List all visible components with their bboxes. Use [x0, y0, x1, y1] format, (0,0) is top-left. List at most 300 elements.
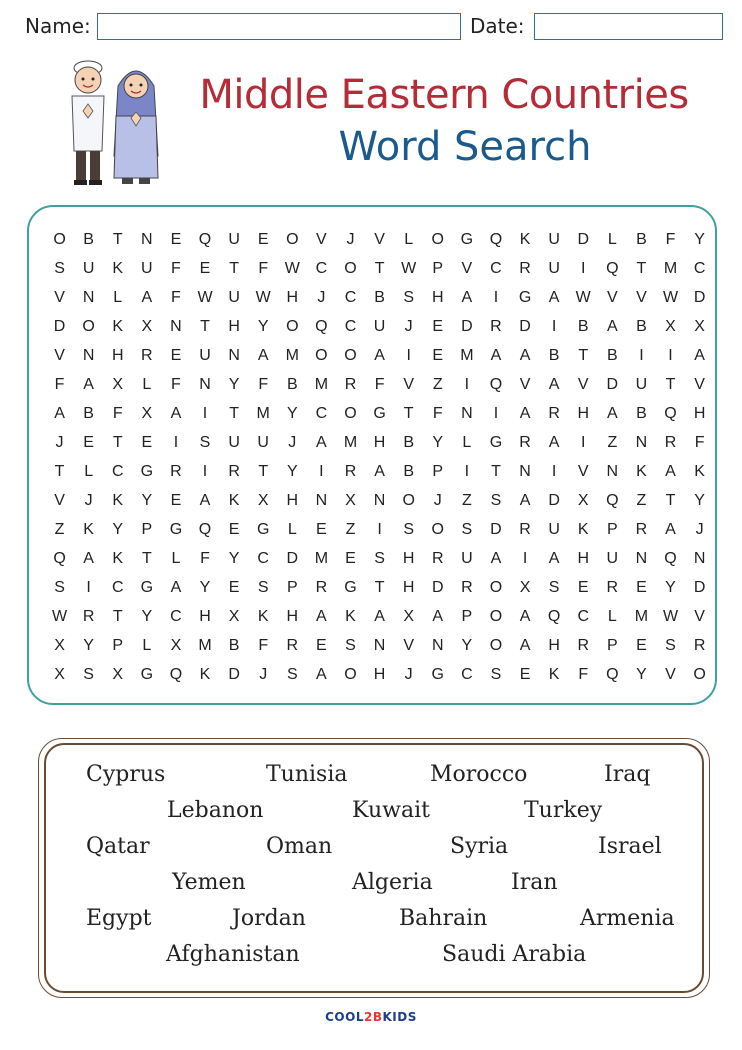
grid-letter[interactable]: X: [54, 666, 65, 683]
grid-letter[interactable]: V: [374, 231, 385, 248]
grid-letter[interactable]: A: [170, 405, 182, 422]
grid-letter[interactable]: U: [141, 260, 153, 277]
grid-letter[interactable]: I: [639, 347, 644, 364]
grid-letter[interactable]: F: [694, 434, 705, 451]
grid-letter[interactable]: I: [493, 289, 499, 306]
grid-letter[interactable]: E: [141, 434, 153, 451]
grid-letter[interactable]: J: [433, 492, 442, 509]
grid-letter[interactable]: G: [518, 289, 532, 306]
grid-letter[interactable]: J: [55, 434, 64, 451]
grid-letter[interactable]: V: [665, 666, 676, 683]
grid-letter[interactable]: L: [404, 231, 414, 248]
grid-letter[interactable]: N: [199, 376, 211, 393]
grid-letter[interactable]: M: [198, 637, 212, 654]
grid-letter[interactable]: E: [170, 231, 182, 248]
grid-letter[interactable]: R: [431, 550, 444, 567]
grid-letter[interactable]: A: [519, 347, 531, 364]
grid-letter[interactable]: Z: [54, 521, 65, 538]
grid-letter[interactable]: Q: [198, 521, 212, 538]
grid-letter[interactable]: K: [199, 666, 211, 683]
grid-letter[interactable]: T: [229, 405, 239, 422]
grid-letter[interactable]: O: [431, 521, 444, 538]
grid-letter[interactable]: N: [82, 347, 95, 364]
grid-letter[interactable]: Z: [461, 492, 472, 509]
grid-letter[interactable]: X: [577, 492, 589, 509]
grid-letter[interactable]: A: [694, 347, 705, 364]
grid-letter[interactable]: H: [286, 492, 299, 509]
grid-letter[interactable]: B: [577, 318, 589, 335]
grid-letter[interactable]: L: [171, 550, 181, 567]
grid-letter[interactable]: O: [286, 231, 299, 248]
grid-letter[interactable]: T: [112, 231, 123, 248]
grid-letter[interactable]: S: [665, 637, 676, 654]
grid-letter[interactable]: P: [112, 637, 124, 654]
grid-letter[interactable]: N: [228, 347, 240, 364]
grid-letter[interactable]: F: [665, 231, 676, 248]
grid-letter[interactable]: M: [256, 405, 270, 422]
grid-letter[interactable]: I: [406, 347, 411, 364]
grid-letter[interactable]: X: [54, 637, 65, 654]
grid-letter[interactable]: C: [344, 289, 357, 306]
grid-letter[interactable]: O: [344, 666, 357, 683]
grid-letter[interactable]: R: [577, 637, 590, 654]
grid-letter[interactable]: T: [578, 347, 589, 364]
grid-letter[interactable]: U: [548, 231, 560, 248]
grid-letter[interactable]: E: [170, 347, 182, 364]
grid-letter[interactable]: S: [286, 666, 298, 683]
grid-letter[interactable]: W: [284, 260, 300, 277]
grid-letter[interactable]: U: [606, 550, 619, 567]
grid-letter[interactable]: I: [319, 463, 324, 480]
grid-letter[interactable]: R: [693, 637, 706, 654]
grid-letter[interactable]: Q: [606, 260, 619, 277]
grid-letter[interactable]: G: [373, 405, 386, 422]
grid-letter[interactable]: F: [171, 289, 181, 306]
grid-letter[interactable]: Z: [607, 434, 618, 451]
grid-letter[interactable]: B: [606, 347, 618, 364]
grid-letter[interactable]: D: [228, 666, 240, 683]
grid-letter[interactable]: K: [577, 521, 589, 538]
grid-letter[interactable]: Q: [606, 666, 619, 683]
grid-letter[interactable]: X: [141, 405, 153, 422]
grid-letter[interactable]: U: [199, 347, 211, 364]
grid-letter[interactable]: T: [374, 260, 385, 277]
grid-letter[interactable]: T: [403, 405, 414, 422]
grid-letter[interactable]: I: [464, 463, 470, 480]
grid-letter[interactable]: X: [694, 318, 705, 335]
grid-letter[interactable]: S: [374, 550, 385, 567]
grid-letter[interactable]: E: [257, 231, 269, 248]
grid-letter[interactable]: E: [345, 550, 356, 567]
grid-letter[interactable]: C: [344, 318, 357, 335]
grid-letter[interactable]: Z: [432, 376, 443, 393]
grid-letter[interactable]: H: [548, 637, 560, 654]
grid-letter[interactable]: L: [84, 463, 94, 480]
grid-letter[interactable]: I: [464, 376, 470, 393]
grid-letter[interactable]: E: [170, 492, 182, 509]
grid-letter[interactable]: M: [343, 434, 358, 451]
grid-letter[interactable]: V: [577, 463, 589, 480]
grid-letter[interactable]: V: [461, 260, 473, 277]
grid-letter[interactable]: K: [228, 492, 240, 509]
grid-letter[interactable]: O: [402, 492, 415, 509]
grid-letter[interactable]: N: [431, 637, 444, 654]
grid-letter[interactable]: X: [665, 318, 676, 335]
grid-letter[interactable]: G: [431, 666, 444, 683]
grid-letter[interactable]: G: [140, 666, 154, 683]
grid-letter[interactable]: H: [402, 579, 415, 596]
grid-letter[interactable]: R: [461, 579, 473, 596]
grid-letter[interactable]: M: [314, 550, 329, 567]
grid-letter[interactable]: B: [636, 405, 647, 422]
grid-letter[interactable]: N: [693, 550, 706, 567]
grid-letter[interactable]: G: [140, 463, 154, 480]
grid-letter[interactable]: T: [665, 492, 676, 509]
grid-letter[interactable]: K: [112, 260, 124, 277]
grid-letter[interactable]: K: [519, 231, 531, 248]
grid-letter[interactable]: D: [286, 550, 299, 567]
grid-letter[interactable]: Y: [228, 550, 240, 567]
grid-letter[interactable]: H: [577, 550, 590, 567]
grid-letter[interactable]: A: [374, 463, 385, 480]
grid-letter[interactable]: M: [663, 260, 678, 277]
grid-letter[interactable]: B: [83, 405, 94, 422]
grid-letter[interactable]: C: [170, 608, 182, 625]
grid-letter[interactable]: S: [345, 637, 356, 654]
grid-letter[interactable]: X: [257, 492, 269, 509]
grid-letter[interactable]: R: [141, 347, 153, 364]
grid-letter[interactable]: C: [315, 260, 328, 277]
grid-letter[interactable]: D: [53, 318, 66, 335]
grid-letter[interactable]: C: [111, 463, 124, 480]
grid-letter[interactable]: N: [461, 405, 473, 422]
grid-letter[interactable]: E: [432, 347, 444, 364]
grid-letter[interactable]: Y: [461, 637, 473, 654]
grid-letter[interactable]: K: [345, 608, 356, 625]
grid-letter[interactable]: P: [432, 463, 444, 480]
grid-letter[interactable]: F: [432, 405, 443, 422]
grid-letter[interactable]: S: [548, 579, 560, 596]
grid-letter[interactable]: R: [519, 434, 531, 451]
grid-letter[interactable]: A: [548, 550, 560, 567]
grid-letter[interactable]: Y: [694, 492, 705, 509]
grid-letter[interactable]: T: [200, 318, 210, 335]
date-field[interactable]: [534, 13, 723, 40]
grid-letter[interactable]: X: [170, 637, 182, 654]
grid-letter[interactable]: J: [404, 666, 413, 683]
grid-letter[interactable]: N: [170, 318, 182, 335]
grid-letter[interactable]: T: [258, 463, 269, 480]
grid-letter[interactable]: A: [199, 492, 211, 509]
grid-letter[interactable]: K: [112, 492, 124, 509]
grid-letter[interactable]: O: [82, 318, 95, 335]
grid-letter[interactable]: S: [54, 260, 65, 277]
grid-letter[interactable]: N: [519, 463, 531, 480]
grid-letter[interactable]: Y: [286, 405, 298, 422]
grid-letter[interactable]: E: [316, 637, 327, 654]
grid-letter[interactable]: H: [693, 405, 706, 422]
grid-letter[interactable]: X: [345, 492, 356, 509]
grid-letter[interactable]: I: [86, 579, 91, 596]
grid-letter[interactable]: A: [461, 289, 473, 306]
grid-letter[interactable]: A: [490, 550, 502, 567]
grid-letter[interactable]: Q: [489, 231, 503, 248]
grid-letter[interactable]: Y: [228, 376, 240, 393]
grid-letter[interactable]: R: [548, 405, 560, 422]
grid-letter[interactable]: S: [461, 521, 473, 538]
grid-letter[interactable]: Z: [345, 521, 356, 538]
grid-letter[interactable]: B: [374, 289, 385, 306]
grid-letter[interactable]: V: [54, 347, 65, 364]
grid-letter[interactable]: T: [54, 463, 65, 480]
grid-letter[interactable]: H: [373, 666, 386, 683]
grid-letter[interactable]: Q: [53, 550, 66, 567]
grid-letter[interactable]: Q: [198, 231, 212, 248]
grid-letter[interactable]: M: [460, 347, 474, 364]
grid-letter[interactable]: D: [693, 289, 706, 306]
grid-letter[interactable]: I: [202, 405, 208, 422]
grid-letter[interactable]: F: [112, 405, 123, 422]
grid-letter[interactable]: R: [315, 579, 328, 596]
grid-letter[interactable]: W: [197, 289, 213, 306]
grid-letter[interactable]: B: [83, 231, 94, 248]
grid-letter[interactable]: E: [432, 318, 444, 335]
grid-letter[interactable]: I: [581, 260, 586, 277]
grid-letter[interactable]: N: [635, 550, 648, 567]
grid-letter[interactable]: O: [286, 318, 299, 335]
grid-letter[interactable]: D: [548, 492, 560, 509]
grid-letter[interactable]: S: [54, 579, 65, 596]
grid-letter[interactable]: X: [403, 608, 414, 625]
grid-letter[interactable]: V: [403, 376, 414, 393]
grid-letter[interactable]: H: [228, 318, 240, 335]
grid-letter[interactable]: A: [432, 608, 444, 625]
grid-letter[interactable]: C: [490, 260, 502, 277]
grid-letter[interactable]: G: [140, 579, 154, 596]
grid-letter[interactable]: G: [489, 434, 503, 451]
grid-letter[interactable]: V: [54, 492, 65, 509]
grid-letter[interactable]: H: [373, 434, 386, 451]
grid-letter[interactable]: O: [489, 579, 503, 596]
grid-letter[interactable]: P: [141, 521, 153, 538]
grid-letter[interactable]: Q: [664, 550, 677, 567]
grid-letter[interactable]: J: [404, 318, 413, 335]
grid-letter[interactable]: U: [373, 318, 386, 335]
grid-letter[interactable]: Y: [432, 434, 444, 451]
grid-letter[interactable]: Y: [665, 579, 676, 596]
grid-letter[interactable]: B: [228, 637, 240, 654]
grid-letter[interactable]: W: [662, 289, 679, 306]
grid-letter[interactable]: B: [636, 318, 647, 335]
grid-letter[interactable]: G: [460, 231, 474, 248]
grid-letter[interactable]: Q: [169, 666, 183, 683]
grid-letter[interactable]: P: [606, 521, 618, 538]
grid-letter[interactable]: C: [111, 579, 124, 596]
grid-letter[interactable]: M: [285, 347, 299, 364]
grid-letter[interactable]: T: [112, 608, 123, 625]
grid-letter[interactable]: J: [288, 434, 297, 451]
name-field[interactable]: [97, 13, 461, 40]
grid-letter[interactable]: Y: [141, 608, 153, 625]
grid-letter[interactable]: J: [695, 521, 704, 538]
grid-letter[interactable]: Y: [694, 231, 705, 248]
grid-letter[interactable]: A: [170, 579, 182, 596]
grid-letter[interactable]: E: [577, 579, 589, 596]
grid-letter[interactable]: A: [316, 666, 327, 683]
grid-letter[interactable]: O: [693, 666, 706, 683]
grid-letter[interactable]: C: [577, 608, 590, 625]
grid-letter[interactable]: N: [141, 231, 153, 248]
grid-letter[interactable]: E: [636, 637, 647, 654]
grid-letter[interactable]: J: [259, 666, 268, 683]
grid-letter[interactable]: A: [316, 608, 327, 625]
grid-letter[interactable]: Q: [606, 492, 619, 509]
grid-letter[interactable]: V: [316, 231, 327, 248]
grid-letter[interactable]: A: [548, 376, 560, 393]
grid-letter[interactable]: I: [668, 347, 673, 364]
grid-letter[interactable]: N: [315, 492, 328, 509]
grid-letter[interactable]: C: [461, 666, 473, 683]
grid-letter[interactable]: E: [316, 521, 327, 538]
grid-letter[interactable]: Y: [112, 521, 124, 538]
grid-letter[interactable]: K: [548, 666, 560, 683]
grid-letter[interactable]: E: [228, 521, 240, 538]
grid-letter[interactable]: R: [344, 376, 357, 393]
grid-letter[interactable]: T: [636, 260, 647, 277]
grid-letter[interactable]: V: [606, 289, 618, 306]
grid-letter[interactable]: I: [202, 463, 208, 480]
grid-letter[interactable]: G: [344, 579, 357, 596]
grid-letter[interactable]: C: [693, 260, 706, 277]
grid-letter[interactable]: Y: [141, 492, 153, 509]
grid-letter[interactable]: V: [636, 289, 647, 306]
grid-letter[interactable]: S: [490, 666, 502, 683]
grid-letter[interactable]: I: [581, 434, 586, 451]
grid-letter[interactable]: I: [551, 318, 557, 335]
grid-letter[interactable]: R: [82, 608, 95, 625]
grid-letter[interactable]: I: [493, 405, 499, 422]
grid-letter[interactable]: A: [665, 521, 676, 538]
grid-letter[interactable]: I: [522, 550, 528, 567]
grid-letter[interactable]: B: [636, 231, 647, 248]
grid-letter[interactable]: I: [551, 463, 557, 480]
grid-letter[interactable]: A: [141, 289, 153, 306]
grid-letter[interactable]: D: [461, 318, 473, 335]
grid-letter[interactable]: K: [112, 550, 124, 567]
grid-letter[interactable]: F: [258, 376, 269, 393]
grid-letter[interactable]: A: [519, 637, 531, 654]
grid-letter[interactable]: R: [170, 463, 182, 480]
grid-letter[interactable]: H: [577, 405, 590, 422]
grid-letter[interactable]: D: [606, 376, 619, 393]
grid-letter[interactable]: W: [662, 608, 679, 625]
grid-letter[interactable]: X: [112, 376, 124, 393]
grid-letter[interactable]: S: [199, 434, 211, 451]
grid-letter[interactable]: A: [257, 347, 269, 364]
grid-letter[interactable]: A: [548, 434, 560, 451]
grid-letter[interactable]: Q: [547, 608, 561, 625]
grid-letter[interactable]: C: [315, 405, 328, 422]
grid-letter[interactable]: E: [83, 434, 94, 451]
grid-letter[interactable]: H: [199, 608, 211, 625]
grid-letter[interactable]: F: [258, 637, 269, 654]
grid-letter[interactable]: U: [548, 521, 560, 538]
grid-letter[interactable]: Y: [199, 579, 211, 596]
grid-letter[interactable]: A: [490, 347, 502, 364]
grid-letter[interactable]: B: [286, 376, 298, 393]
grid-letter[interactable]: P: [432, 260, 444, 277]
grid-letter[interactable]: O: [344, 260, 357, 277]
grid-letter[interactable]: R: [519, 521, 531, 538]
grid-letter[interactable]: S: [83, 666, 94, 683]
grid-letter[interactable]: C: [257, 550, 269, 567]
grid-letter[interactable]: A: [665, 463, 676, 480]
grid-letter[interactable]: D: [577, 231, 590, 248]
grid-letter[interactable]: A: [316, 434, 327, 451]
grid-letter[interactable]: F: [578, 666, 589, 683]
grid-letter[interactable]: B: [403, 434, 414, 451]
grid-letter[interactable]: N: [82, 289, 95, 306]
grid-letter[interactable]: L: [142, 637, 152, 654]
grid-letter[interactable]: V: [519, 376, 531, 393]
grid-letter[interactable]: R: [228, 463, 240, 480]
grid-letter[interactable]: M: [634, 608, 649, 625]
grid-letter[interactable]: L: [607, 231, 617, 248]
grid-letter[interactable]: H: [111, 347, 124, 364]
grid-letter[interactable]: V: [577, 376, 589, 393]
grid-letter[interactable]: R: [635, 521, 648, 538]
grid-letter[interactable]: H: [402, 550, 415, 567]
grid-letter[interactable]: Q: [315, 318, 328, 335]
grid-letter[interactable]: L: [607, 608, 617, 625]
grid-letter[interactable]: Y: [636, 666, 647, 683]
grid-letter[interactable]: X: [228, 608, 240, 625]
grid-letter[interactable]: A: [54, 405, 65, 422]
grid-letter[interactable]: A: [374, 608, 385, 625]
grid-letter[interactable]: H: [286, 289, 299, 306]
grid-letter[interactable]: D: [519, 318, 531, 335]
grid-letter[interactable]: R: [344, 463, 357, 480]
grid-letter[interactable]: O: [344, 347, 357, 364]
grid-letter[interactable]: T: [112, 434, 123, 451]
grid-letter[interactable]: K: [694, 463, 705, 480]
grid-letter[interactable]: S: [490, 492, 502, 509]
grid-letter[interactable]: O: [344, 405, 357, 422]
grid-letter[interactable]: U: [548, 260, 560, 277]
grid-letter[interactable]: T: [141, 550, 152, 567]
grid-letter[interactable]: I: [173, 434, 179, 451]
grid-letter[interactable]: D: [490, 521, 502, 538]
grid-letter[interactable]: T: [665, 376, 676, 393]
grid-letter[interactable]: L: [142, 376, 152, 393]
grid-letter[interactable]: V: [694, 376, 705, 393]
grid-letter[interactable]: N: [606, 463, 619, 480]
grid-letter[interactable]: B: [548, 347, 560, 364]
grid-letter[interactable]: L: [287, 521, 297, 538]
grid-letter[interactable]: T: [491, 463, 501, 480]
grid-letter[interactable]: U: [461, 550, 473, 567]
grid-letter[interactable]: A: [519, 405, 531, 422]
grid-letter[interactable]: A: [519, 608, 531, 625]
grid-letter[interactable]: N: [373, 637, 386, 654]
grid-letter[interactable]: A: [606, 318, 618, 335]
grid-letter[interactable]: X: [112, 666, 124, 683]
grid-letter[interactable]: O: [489, 637, 503, 654]
grid-letter[interactable]: L: [462, 434, 472, 451]
grid-letter[interactable]: O: [489, 608, 503, 625]
grid-letter[interactable]: F: [200, 550, 210, 567]
grid-letter[interactable]: H: [431, 289, 444, 306]
